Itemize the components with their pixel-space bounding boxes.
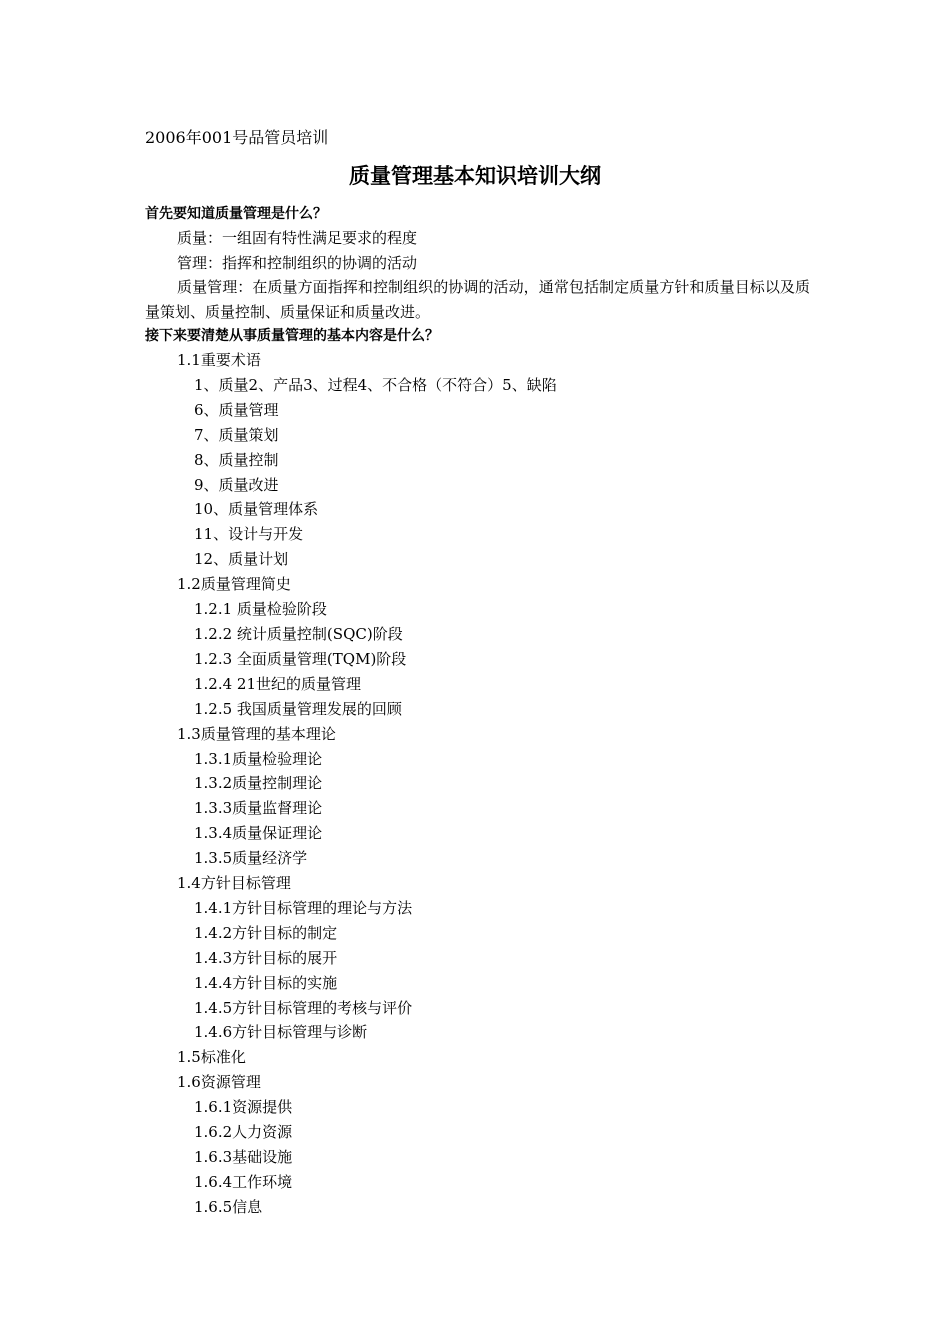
definition-quality-management: 质量管理：在质量方面指挥和控制组织的协调的活动，通常包括制定质量方针和质量目标以及质量策划、质量控制、质量保证和质量改进。 bbox=[145, 278, 810, 321]
training-header: 2006年001号品管员培训 bbox=[145, 128, 329, 147]
outline-item: 1.3.1质量检验理论 bbox=[194, 749, 323, 768]
outline-item: 1.3.3质量监督理论 bbox=[194, 799, 323, 818]
outline-item: 10、质量管理体系 bbox=[194, 500, 319, 519]
outline-list bbox=[145, 348, 810, 1220]
outline-section: 1.4方针目标管理 bbox=[177, 874, 291, 893]
outline-section: 1.1重要术语 bbox=[177, 351, 261, 369]
outline-item: 1.2.3 全面质量管理(TQM)阶段 bbox=[194, 649, 407, 668]
outline-item: 11、设计与开发 bbox=[194, 525, 304, 544]
definition-management: 管理：指挥和控制组织的协调的活动 bbox=[177, 253, 418, 272]
outline-item: 1.4.6方针目标管理与诊断 bbox=[194, 1023, 368, 1042]
outline-item: 1.3.2质量控制理论 bbox=[194, 774, 323, 793]
outline-item: 1.6.1资源提供 bbox=[194, 1098, 293, 1117]
outline-item: 8、质量控制 bbox=[194, 450, 279, 469]
document-body bbox=[145, 202, 810, 1220]
outline-item: 1.3.4质量保证理论 bbox=[194, 824, 323, 843]
outline-item: 1.4.1方针目标管理的理论与方法 bbox=[194, 898, 413, 917]
outline-section: 1.5标准化 bbox=[177, 1048, 246, 1067]
outline-item: 1.4.3方针目标的展开 bbox=[194, 948, 338, 967]
outline-item: 1.4.2方针目标的制定 bbox=[194, 923, 338, 942]
outline-item: 1.6.4工作环境 bbox=[194, 1172, 293, 1191]
outline-item: 1.2.1 质量检验阶段 bbox=[194, 600, 327, 619]
outline-item: 1.2.5 我国质量管理发展的回顾 bbox=[194, 699, 402, 718]
outline-section: 1.3质量管理的基本理论 bbox=[177, 724, 336, 743]
outline-item: 1.3.5质量经济学 bbox=[194, 849, 308, 868]
outline-item: 1.4.5方针目标管理的考核与评价 bbox=[194, 998, 413, 1017]
outline-item: 7、质量策划 bbox=[194, 425, 279, 444]
outline-section: 1.6资源管理 bbox=[177, 1073, 261, 1092]
definition-quality: 质量：一组固有特性满足要求的程度 bbox=[177, 229, 418, 247]
document-title: 质量管理基本知识培训大纲 bbox=[349, 164, 601, 188]
outline-section: 1.2质量管理简史 bbox=[177, 575, 291, 594]
outline-item: 1.2.2 统计质量控制(SQC)阶段 bbox=[194, 624, 403, 643]
outline-item: 1.4.4方针目标的实施 bbox=[194, 973, 338, 992]
outline-item: 1.6.5信息 bbox=[194, 1197, 263, 1216]
outline-item: 1.6.2人力资源 bbox=[194, 1123, 293, 1142]
outline-item: 1、质量2、产品3、过程4、不合格（不符合）5、缺陷 bbox=[194, 375, 557, 394]
outline-item: 9、质量改进 bbox=[194, 475, 279, 494]
outline-item: 1.6.3基础设施 bbox=[194, 1148, 293, 1166]
section-question-content: 接下来要清楚从事质量管理的基本内容是什么？ bbox=[145, 328, 439, 344]
outline-item: 6、质量管理 bbox=[194, 400, 279, 419]
section-question-what: 首先要知道质量管理是什么？ bbox=[145, 206, 327, 222]
outline-item: 1.2.4 21世纪的质量管理 bbox=[194, 674, 362, 693]
outline-item: 12、质量计划 bbox=[194, 550, 289, 569]
